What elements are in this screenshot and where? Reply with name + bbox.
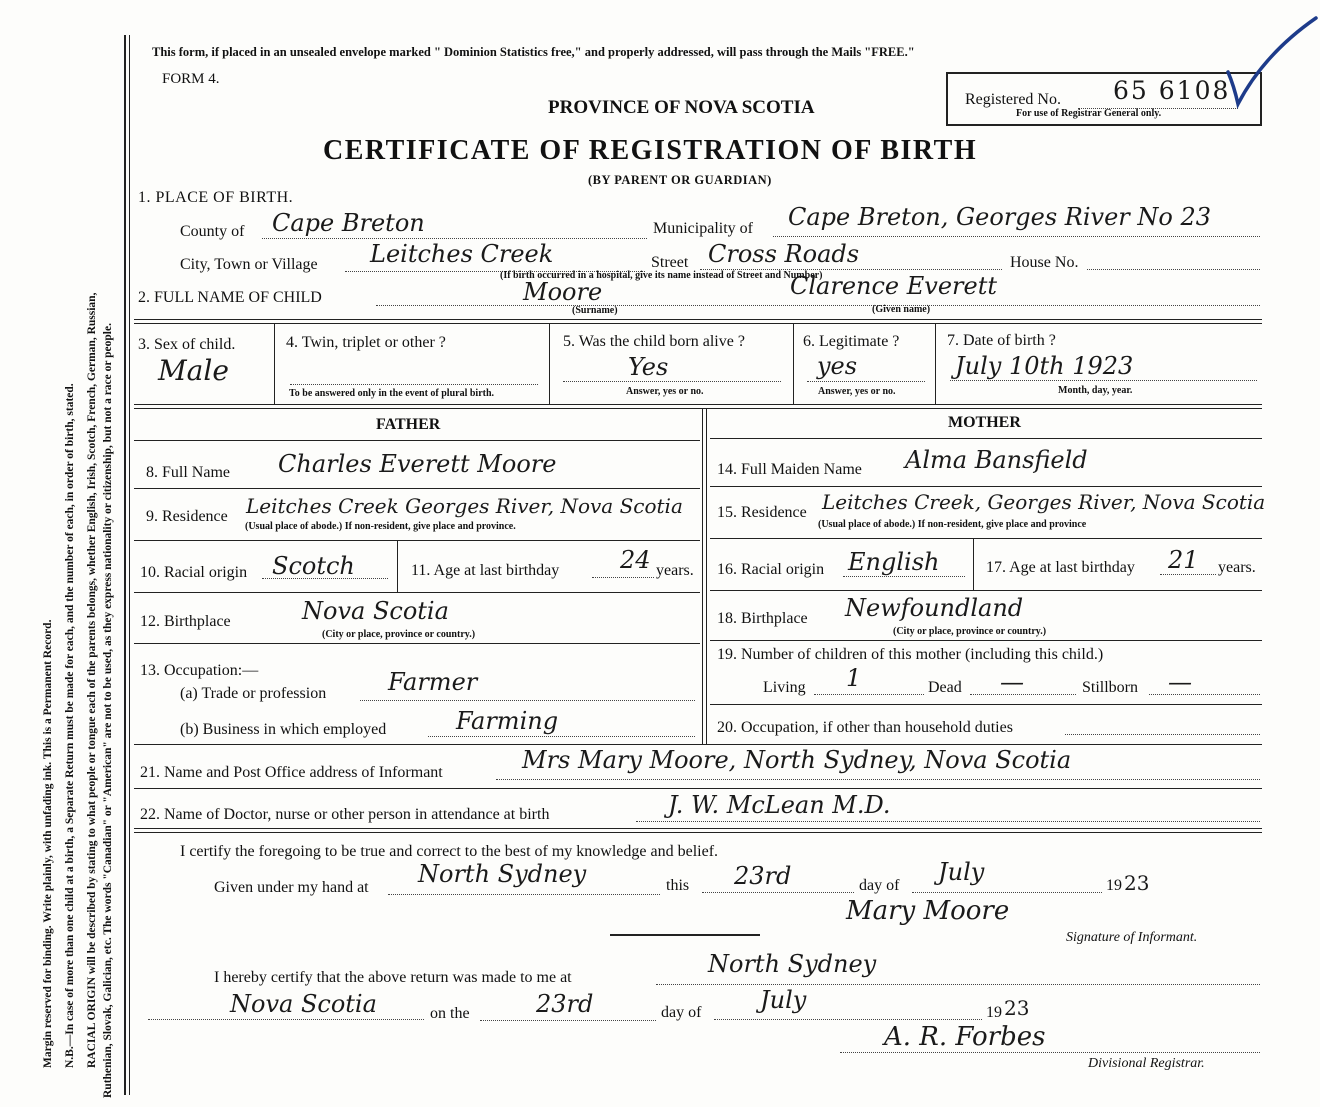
on-the-label: on the [430, 1005, 470, 1022]
mother-birthplace-label: 18. Birthplace [717, 610, 808, 627]
dob-value: July 10th 1923 [955, 352, 1134, 380]
divider-10-11 [397, 540, 398, 592]
dead-label: Dead [928, 679, 962, 696]
mother-age-dots [1160, 574, 1216, 575]
rule-row3 [134, 404, 1262, 405]
rule-top-grid [134, 319, 1262, 320]
twin-note: To be answered only in the event of plural birth. [289, 388, 495, 399]
city-label: City, Town or Village [180, 256, 318, 273]
dob-dots [950, 380, 1257, 381]
twin-label: 4. Twin, triplet or other ? [286, 334, 446, 351]
month-dots [912, 892, 1102, 893]
father-age-label: 11. Age at last birthday [411, 562, 560, 579]
father-business-value: Farming [456, 707, 559, 735]
mail-notice: This form, if placed in an unsealed envelope marked " Dominion Statistics free," and properly addressed, will pass through the Mails "FREE." [152, 45, 915, 59]
margin-racial-origin-note: RACIAL ORIGIN will be described by stating to what people or tongue each of the parents belongs, whether English, Irish, Scotch, French, German, Russian, [86, 292, 98, 1068]
mother-residence-value: Leitches Creek, Georges River, Nova Scotia [822, 490, 1266, 514]
reg-month-dots [714, 1019, 982, 1020]
divider-5-6 [793, 324, 794, 404]
day-dots [702, 892, 854, 893]
father-age-unit: years. [656, 562, 694, 579]
given-name-note: (Given name) [872, 304, 931, 315]
rule-m-name [710, 486, 1262, 487]
sex-value: Male [158, 354, 229, 387]
form-number: FORM 4. [162, 71, 220, 87]
cert-day-value: 23rd [734, 862, 792, 890]
registrar-place-value: North Sydney [708, 950, 877, 978]
registrar-signature: A. R. Forbes [884, 1022, 1046, 1052]
county-label: County of [180, 223, 245, 240]
mother-residence-note: (Usual place of abode.) If non-resident, give place and province [818, 519, 1087, 530]
rule-m-race [710, 590, 1262, 591]
father-birthplace-note: (City or place, province or country.) [322, 629, 476, 640]
divider-4-5 [549, 324, 550, 404]
informant-signature: Mary Moore [846, 896, 1010, 926]
rule-m-res [710, 538, 1262, 539]
reg-year-value: 23 [1004, 996, 1030, 1020]
margin-rule [124, 35, 126, 1095]
reg-day-dots [480, 1020, 656, 1021]
mother-name-value: Alma Bansfield [905, 446, 1088, 474]
day-of-label: day of [859, 877, 900, 894]
father-residence-label: 9. Residence [146, 508, 228, 525]
rule-f-race [134, 592, 700, 593]
rule-doctor [134, 828, 1262, 829]
street-label: Street [651, 254, 689, 271]
rule-informant [134, 788, 1262, 789]
alive-dots [563, 381, 781, 382]
child-name-label: 2. FULL NAME OF CHILD [138, 289, 322, 306]
rule-headings-m [710, 438, 1262, 439]
dob-label: 7. Date of birth ? [947, 332, 1056, 349]
father-trade-label: (a) Trade or profession [180, 685, 327, 702]
city-value: Leitches Creek [370, 240, 554, 268]
mother-children-label: 19. Number of children of this mother (including this child.) [717, 646, 1104, 663]
father-residence-value: Leitches Creek Georges River, Nova Scotia [246, 494, 683, 518]
rule-headings [134, 440, 700, 441]
informant-dots [496, 779, 1260, 780]
living-value: 1 [846, 664, 862, 692]
child-surname: Moore [523, 278, 603, 306]
given-label: Given under my hand at [214, 879, 369, 896]
county-dots [262, 238, 647, 239]
margin-plural-birth-note: N.B.—In case of more than one child at a birth, a Separate Return must be made for each, and the number of each, in order of birth, stated. [64, 383, 76, 1068]
registered-label: Registered No. [965, 91, 1061, 108]
cert-year-value: 23 [1124, 871, 1150, 895]
divider-16-17 [973, 538, 974, 590]
reg-year-prefix: 19 [986, 1004, 1002, 1021]
margin-racial-origin-note-2: Ruthenian, Slovak, Galician, etc. The words "Canadian" or "American" are not to be used, as they express nationality or citizenship, but not a race or people. [102, 323, 114, 1098]
stillborn-value: — [1168, 668, 1192, 696]
checkmark-icon [1224, 14, 1320, 110]
rule-f-res [134, 540, 700, 541]
doctor-value: J. W. McLean M.D. [668, 791, 891, 819]
signature-rule [610, 934, 760, 936]
mother-racial-dots [843, 576, 965, 577]
dob-note: Month, day, year. [1058, 385, 1133, 396]
father-racial-value: Scotch [272, 552, 355, 580]
mother-birthplace-note: (City or place, province or country.) [893, 626, 1047, 637]
province-heading: PROVINCE OF NOVA SCOTIA [548, 97, 815, 118]
parents-divider [702, 409, 703, 744]
stillborn-dots [1149, 694, 1260, 695]
legitimate-label: 6. Legitimate ? [803, 333, 900, 350]
municipality-dots [773, 236, 1260, 237]
mother-birthplace-value: Newfoundland [845, 594, 1024, 622]
father-racial-label: 10. Racial origin [140, 564, 248, 581]
father-residence-note: (Usual place of abode.) If non-resident, give place and province. [245, 521, 516, 532]
rule-m-birth [710, 640, 1262, 641]
registrar-signature-label: Divisional Registrar. [1088, 1056, 1205, 1071]
doctor-dots [636, 821, 1260, 822]
reg-signature-dots [840, 1052, 1260, 1053]
alive-label: 5. Was the child born alive ? [563, 333, 745, 350]
mother-residence-label: 15. Residence [717, 504, 807, 521]
house-dots [1087, 269, 1260, 270]
father-name-label: 8. Full Name [146, 464, 230, 481]
street-note: (If birth occurred in a hospital, give its name instead of Street and Number) [500, 270, 823, 281]
child-given-name: Clarence Everett [790, 272, 997, 300]
registrar-place-dots [656, 984, 1260, 985]
registrar-place2-dots [148, 1019, 424, 1020]
cert-year-prefix: 19 [1106, 877, 1122, 894]
divider-3-4 [274, 324, 275, 404]
alive-value: Yes [628, 353, 669, 381]
father-age-dots [592, 577, 654, 578]
father-business-dots [428, 736, 695, 737]
registered-number: 65 6108 [1113, 76, 1231, 105]
rule-row3-b [134, 408, 1262, 409]
mother-occupation-label: 20. Occupation, if other than household duties [717, 719, 1013, 736]
page-subtitle: (BY PARENT OR GUARDIAN) [588, 173, 772, 187]
alive-note: Answer, yes or no. [626, 386, 704, 397]
father-birthplace-label: 12. Birthplace [140, 613, 231, 630]
mother-age-unit: years. [1218, 559, 1256, 576]
this-label: this [666, 877, 690, 894]
father-trade-dots [360, 700, 695, 701]
father-name-value: Charles Everett Moore [278, 450, 557, 478]
certify-statement: I certify the foregoing to be true and correct to the best of my knowledge and belief. [180, 843, 719, 860]
registrar-place-value-2: Nova Scotia [230, 990, 377, 1018]
given-place-value: North Sydney [418, 860, 587, 888]
father-age-value: 24 [620, 546, 651, 574]
stillborn-label: Stillborn [1082, 679, 1139, 696]
father-business-label: (b) Business in which employed [180, 721, 387, 738]
legitimate-dots [807, 381, 925, 382]
mother-age-value: 21 [1168, 546, 1199, 574]
dead-value: — [1000, 668, 1024, 696]
divider-6-7 [935, 324, 936, 404]
father-trade-value: Farmer [388, 668, 478, 696]
mother-occupation-dots [1065, 734, 1260, 735]
sex-label: 3. Sex of child. [138, 336, 236, 353]
doctor-label: 22. Name of Doctor, nurse or other person in attendance at birth [140, 806, 550, 823]
reg-month-value: July [760, 986, 807, 1014]
father-heading: FATHER [376, 416, 441, 433]
legitimate-note: Answer, yes or no. [818, 386, 896, 397]
rule-f-birth [134, 643, 700, 644]
living-label: Living [763, 679, 806, 696]
living-dots [814, 694, 924, 695]
reg-day-of-label: day of [661, 1004, 702, 1021]
parents-divider-2 [706, 409, 707, 744]
margin-binding-note: Margin reserved for binding. Write plainly, with unfading ink. This is a Permanent Record. [42, 619, 54, 1068]
mother-racial-value: English [848, 548, 940, 576]
legitimate-value: yes [817, 352, 858, 380]
child-name-dots [376, 305, 1260, 306]
rule-f-name [134, 488, 700, 489]
page-title: CERTIFICATE OF REGISTRATION OF BIRTH [323, 135, 978, 166]
mother-age-label: 17. Age at last birthday [986, 559, 1135, 576]
municipality-label: Municipality of [653, 220, 753, 237]
informant-label: 21. Name and Post Office address of Informant [140, 764, 443, 781]
informant-value: Mrs Mary Moore, North Sydney, Nova Scotia [522, 746, 1072, 774]
cert-month-value: July [938, 858, 985, 886]
registrar-only-note: For use of Registrar General only. [1016, 108, 1162, 119]
mother-name-label: 14. Full Maiden Name [717, 461, 862, 478]
father-occupation-label: 13. Occupation:— [140, 662, 259, 679]
father-birthplace-value: Nova Scotia [302, 597, 449, 625]
margin-rule-inner [129, 35, 130, 1095]
street-value: Cross Roads [708, 240, 860, 268]
rule-doctor-b [134, 832, 1262, 833]
signature-label: Signature of Informant. [1066, 930, 1198, 945]
given-place-dots [388, 894, 660, 895]
rule-top-grid-2 [134, 323, 1262, 324]
county-value: Cape Breton [272, 209, 425, 237]
mother-racial-label: 16. Racial origin [717, 561, 825, 578]
municipality-value: Cape Breton, Georges River No 23 [788, 203, 1212, 231]
registered-box [946, 72, 1262, 126]
rule-parents-bottom [134, 744, 1262, 745]
surname-note: (Surname) [572, 305, 618, 316]
mother-heading: MOTHER [948, 414, 1021, 431]
twin-dots [290, 384, 538, 385]
registrar-statement: I hereby certify that the above return was made to me at [214, 969, 572, 986]
rule-m-children [710, 704, 1262, 705]
reg-day-value: 23rd [536, 990, 594, 1018]
house-label: House No. [1010, 254, 1079, 271]
place-of-birth-label: 1. PLACE OF BIRTH. [138, 189, 294, 206]
